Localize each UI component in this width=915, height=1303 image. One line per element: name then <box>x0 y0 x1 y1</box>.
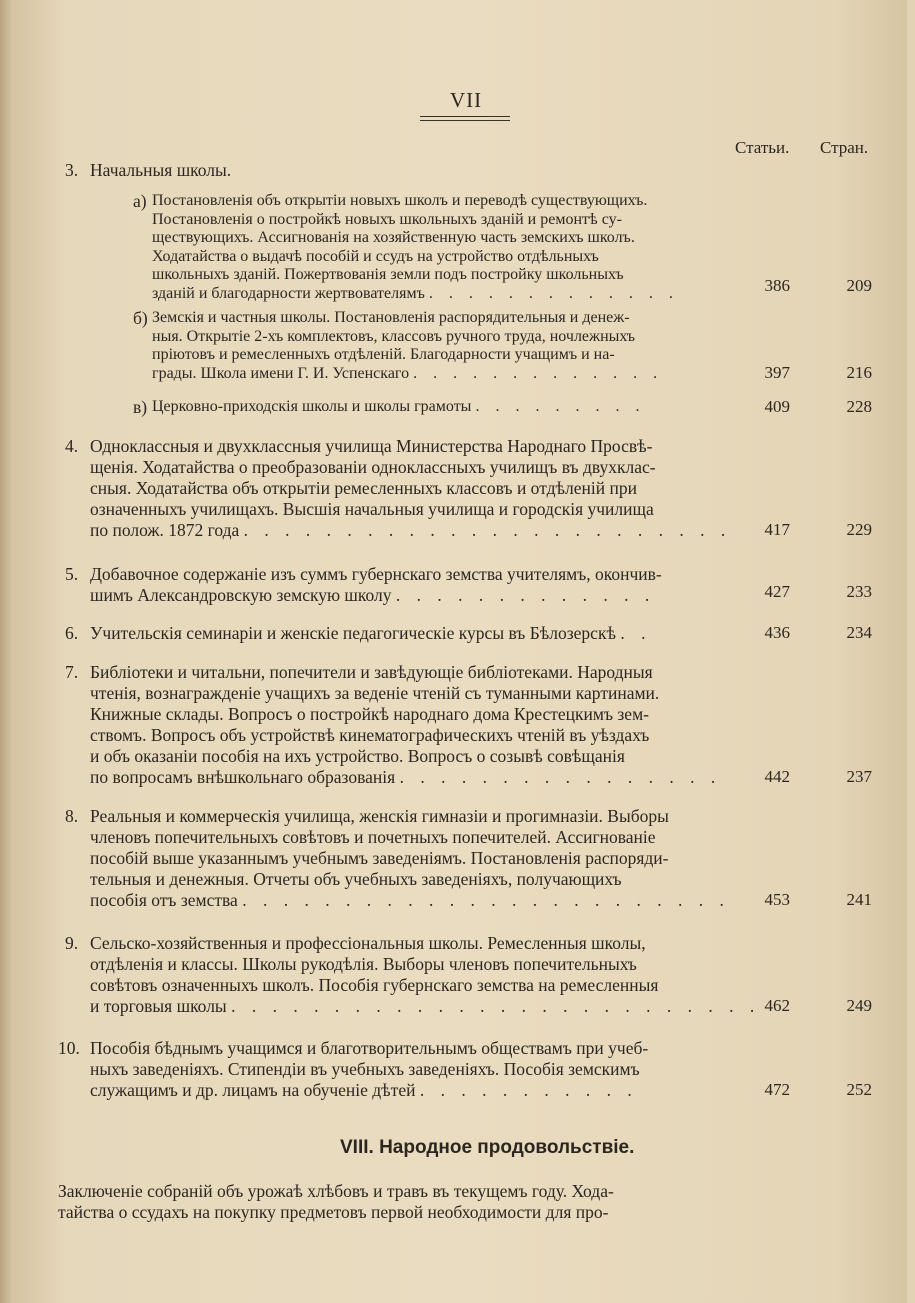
leader-dots: . . . . . . . . . . . . . <box>395 585 656 605</box>
entry-text <box>90 623 702 644</box>
page-reference: 252 <box>846 1080 872 1099</box>
entry-line: ствомъ. Вопросъ объ устройствѣ кинематографическихъ чтеній въ уѣздахъ <box>90 725 650 745</box>
article-number: 397 <box>764 363 790 382</box>
entry-line: и объ оказаніи пособія на ихъ устройство. Вопросъ о созывѣ совѣщанія <box>90 746 625 766</box>
article-number: 386 <box>764 276 790 295</box>
subentry-marker: в) <box>133 397 148 417</box>
article-number: 436 <box>764 623 790 642</box>
header-rule-top <box>420 116 510 117</box>
page-number: VII <box>450 88 483 112</box>
entry-line: по вопросамъ внѣшкольнаго образованія <box>90 767 396 787</box>
entry-line: зданій и благодарности жертвователямъ <box>152 284 425 302</box>
leader-dots: . . . . . . . . . . . . . . . . . . . . . . . . . . <box>231 996 761 1016</box>
page-reference: 233 <box>846 582 872 601</box>
paragraph-line: тайства о ссудахъ на покупку предметовъ первой необходимости для про- <box>58 1202 609 1222</box>
page-left-edge <box>0 0 14 1303</box>
entry-line: пособій выше указаннымъ учебнымъ заведеніямъ. Постановленія распоряди- <box>90 848 669 868</box>
page-reference: 237 <box>846 767 872 786</box>
entry-text <box>90 1038 702 1101</box>
page-reference: 216 <box>846 363 872 382</box>
leader-dots: . . . . . . . . . <box>475 398 646 415</box>
entry-line: Ходатайства о выдачѣ пособій и ссудъ на устройство отдѣльныхъ <box>152 247 599 265</box>
article-number: 442 <box>764 767 790 786</box>
entry-line: отдѣленія и классы. Школы рукодѣлія. Выборы членовъ попечительныхъ <box>90 954 637 974</box>
entry-number: 7. <box>65 662 79 682</box>
entry-number: 5. <box>65 564 79 584</box>
entry-line: ществующихъ. Ассигнованія на хозяйственную часть земскихъ школъ. <box>152 229 635 246</box>
article-number: 462 <box>764 996 790 1015</box>
entry-line: Реальныя и коммерческія училища, женскія гимназіи и прогимназіи. Выборы <box>90 806 669 826</box>
entry-line: Церковно-приходскія школы и школы грамоты <box>152 398 472 415</box>
subentry-marker: б) <box>133 308 148 328</box>
page-reference: 229 <box>846 520 872 539</box>
entry-line: Учительскія семинаріи и женскіе педагогическіе курсы въ Бѣлозерскѣ <box>90 623 616 643</box>
entry-line: Земскія и частныя школы. Постановленія распорядительныя и денеж- <box>152 309 630 326</box>
entry-text <box>90 933 761 1017</box>
entry-line: щенія. Ходатайства о преобразованіи одноклассныхъ училищъ въ двухклас- <box>90 457 656 477</box>
leader-dots: . . . . . . . . . . . . . . . . . . . . . . . . <box>243 520 732 540</box>
header-rule-bottom <box>420 120 510 121</box>
entry-line: тельныя и денежныя. Отчеты объ учебныхъ заведеніяхъ, получающихъ <box>90 869 622 889</box>
entry-text <box>90 564 702 606</box>
article-number: 453 <box>764 890 790 909</box>
entry-line: членовъ попечительныхъ совѣтовъ и почетныхъ попечителей. Ассигнованіе <box>90 827 656 847</box>
leader-dots: . . . . . . . . . . . . . <box>413 364 664 382</box>
entry-line: и торговыя школы <box>90 996 227 1016</box>
entry-number: 3. <box>65 160 79 180</box>
entry-line: Пособія бѣднымъ учащимся и благотворительнымъ обществамъ при учеб- <box>90 1038 649 1058</box>
page-reference: 241 <box>846 890 872 909</box>
page-reference: 228 <box>846 397 872 416</box>
leader-dots: . . <box>620 623 652 643</box>
entry-line: пріютовъ и ремесленныхъ отдѣленій. Благодарности учащимъ и на- <box>152 346 615 363</box>
entry-number: 4. <box>65 436 79 456</box>
article-number: 472 <box>764 1080 790 1099</box>
entry-line: Библіотеки и читальни, попечители и завѣдующіе библіотеками. Народныя <box>90 662 653 682</box>
entry-line: Постановленія о постройкѣ новыхъ школьныхъ зданій и ремонтѣ су- <box>152 210 622 228</box>
entry-line: ныхъ заведеніяхъ. Стипендіи въ учебныхъ заведеніяхъ. Пособія земскимъ <box>90 1059 640 1079</box>
entry-line: грады. Школа имени Г. И. Успенскаго <box>152 364 410 382</box>
entry-line: Добавочное содержаніе изъ суммъ губернскаго земства учителямъ, окончив- <box>90 564 662 584</box>
entry-line: Сельско-хозяйственныя и профессіональныя школы. Ремесленныя школы, <box>90 933 646 953</box>
entry-line: пособія отъ земства <box>90 890 238 910</box>
page-reference: 234 <box>846 623 872 642</box>
entry-line: Книжные склады. Вопросъ о постройкѣ народнаго дома Крестецкимъ зем- <box>90 704 649 724</box>
section-title: VIII. Народное продовольствіе. <box>340 1137 635 1158</box>
entry-line: Начальныя школы. <box>90 160 232 180</box>
article-number: 417 <box>764 520 790 539</box>
paragraph-line: Заключеніе собраній объ урожаѣ хлѣбовъ и травъ въ текущемъ году. Хода- <box>58 1181 614 1201</box>
entry-text <box>90 806 730 911</box>
entry-line: Постановленія объ открытіи новыхъ школъ и переводѣ существующихъ. <box>152 192 648 209</box>
entry-line: ныя. Открытіе 2-хъ комплектовъ, классовъ ручного труда, ночлежныхъ <box>152 327 636 345</box>
page-reference: 209 <box>846 276 872 295</box>
entry-number: 6. <box>65 623 79 643</box>
entry-line: школьныхъ зданій. Пожертвованія земли подъ постройку школьныхъ <box>152 266 624 283</box>
column-header-pages: Стран. <box>820 138 869 157</box>
entry-text <box>90 436 732 541</box>
entry-number: 10. <box>58 1038 80 1058</box>
entry-line: означенныхъ училищахъ. Высшія начальныя училища и городскія училища <box>90 499 654 519</box>
leader-dots: . . . . . . . . . . . <box>419 1080 638 1100</box>
entry-text <box>90 662 722 788</box>
entry-line: шимъ Александровскую земскую школу <box>90 585 392 605</box>
column-header-articles: Статьи. <box>735 138 790 157</box>
article-number: 427 <box>764 582 790 601</box>
entry-number: 8. <box>65 806 79 826</box>
subentry-marker: а) <box>133 191 147 211</box>
entry-line: сныя. Ходатайства объ открытіи ремесленныхъ классовъ и отдѣленій при <box>90 478 637 498</box>
entry-text <box>152 309 702 383</box>
entry-line: Одноклассныя и двухклассныя училища Министерства Народнаго Просвѣ- <box>90 436 653 456</box>
entry-line: по полож. 1872 года <box>90 520 240 540</box>
leader-dots: . . . . . . . . . . . . . . . . . . . . . . . . <box>242 890 730 910</box>
entry-line: чтенія, вознагражденіе учащихъ за веденіе чтеній съ туманными картинами. <box>90 683 660 703</box>
page-reference: 249 <box>846 996 872 1015</box>
entry-text <box>152 398 702 417</box>
entry-text <box>90 160 690 181</box>
section-paragraph <box>58 1181 703 1223</box>
entry-text <box>152 192 702 303</box>
article-number: 409 <box>764 397 790 416</box>
entry-line: совѣтовъ означенныхъ школъ. Пособія губернскаго земства на ремесленныя <box>90 975 659 995</box>
leader-dots: . . . . . . . . . . . . . <box>428 284 679 302</box>
entry-line: служащимъ и др. лицамъ на обученіе дѣтей <box>90 1080 416 1100</box>
leader-dots: . . . . . . . . . . . . . . . . <box>399 767 722 787</box>
entry-number: 9. <box>65 933 79 953</box>
